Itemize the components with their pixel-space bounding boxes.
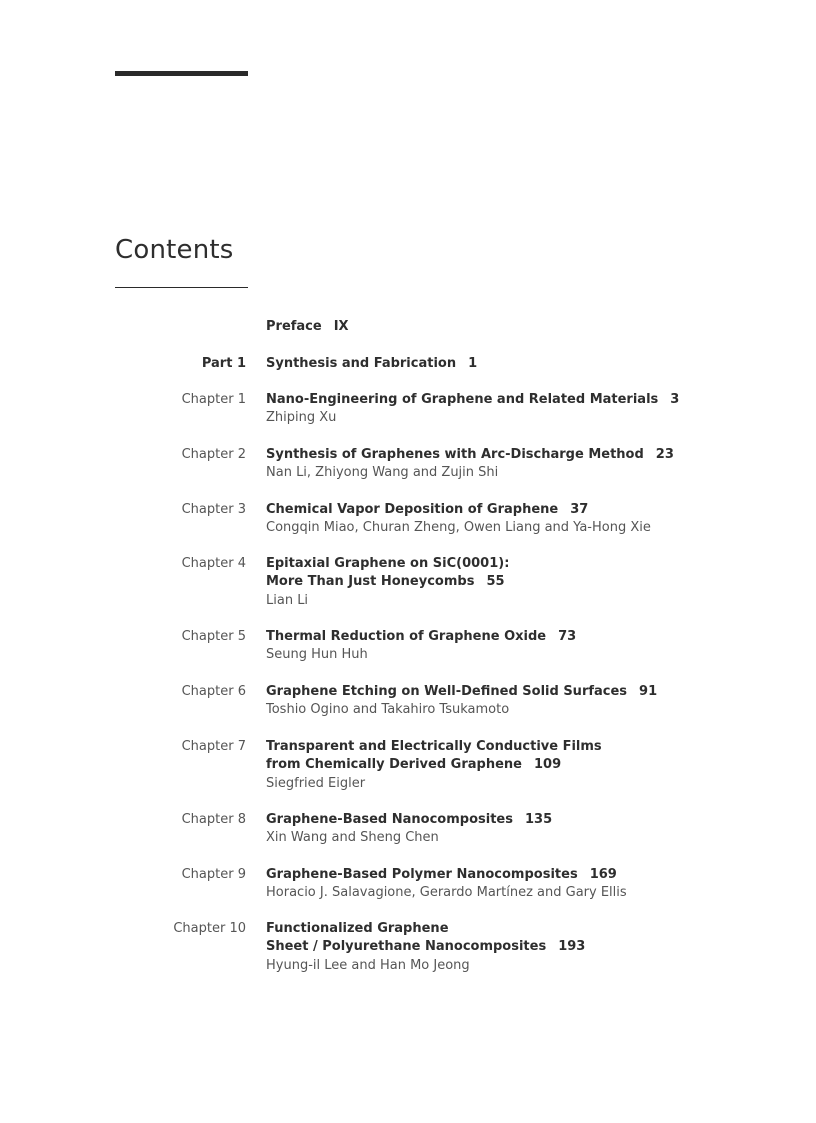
chapter-authors: Toshio Ogino and Takahiro Tsukamoto <box>266 702 510 718</box>
chapter-title: Chemical Vapor Deposition of Graphene <box>266 502 559 517</box>
chapter-page-number: 73 <box>558 629 577 644</box>
chapter-label: Chapter 8 <box>181 812 246 827</box>
chapter-label: Chapter 1 <box>181 392 246 407</box>
chapter-label: Chapter 3 <box>181 502 246 517</box>
chapter-page-number: 109 <box>533 757 562 773</box>
chapter-title-line <box>266 446 766 464</box>
toc-entry-body <box>266 738 766 793</box>
chapter-title: Thermal Reduction of Graphene Oxide <box>266 629 547 644</box>
chapter-title: Functionalized Graphene <box>266 921 449 936</box>
chapter-title-line <box>266 811 766 829</box>
entry-page-number: 1 <box>468 356 478 371</box>
chapter-title: Epitaxial Graphene on SiC(0001): <box>266 556 510 571</box>
chapter-page-number: 55 <box>486 574 505 590</box>
chapter-authors: Congqin Miao, Churan Zheng, Owen Liang and Ya-Hong Xie <box>266 520 651 536</box>
chapter-title-line <box>266 920 766 938</box>
chapter-title: Nano-Engineering of Graphene and Related Materials <box>266 392 659 407</box>
entry-title: Synthesis and Fabrication <box>266 356 457 371</box>
chapter-title-line <box>266 938 766 956</box>
toc-entry-body <box>266 501 766 538</box>
chapter-title-line <box>266 501 766 519</box>
chapter-authors: Hyung-il Lee and Han Mo Jeong <box>266 957 470 973</box>
chapter-title: Synthesis of Graphenes with Arc-Discharge Method <box>266 447 644 462</box>
chapter-label: Chapter 5 <box>181 629 246 644</box>
toc-entry-body <box>266 683 766 720</box>
toc-entry-body <box>266 391 766 428</box>
toc-entry-body <box>266 355 766 373</box>
entry-page-number: IX <box>333 319 349 334</box>
toc-entry-body <box>266 628 766 665</box>
chapter-title-line <box>266 555 766 573</box>
chapter-authors: Lian Li <box>266 592 309 608</box>
chapter-title-line <box>266 738 766 756</box>
chapter-title-line <box>266 628 766 646</box>
toc-entry-body <box>266 920 766 975</box>
toc-entry-body <box>266 866 766 903</box>
chapter-title-line <box>266 866 766 884</box>
toc-entry-body <box>266 318 766 336</box>
chapter-authors: Xin Wang and Sheng Chen <box>266 830 439 846</box>
chapter-authors: Horacio J. Salavagione, Gerardo Martínez and Gary Ellis <box>266 885 627 901</box>
chapter-page-number: 37 <box>570 502 589 517</box>
chapter-page-number: 3 <box>670 392 680 407</box>
part-label: Part 1 <box>201 356 246 371</box>
chapter-title-line <box>266 391 766 409</box>
toc-entry-body <box>266 446 766 483</box>
chapter-authors: Seung Hun Huh <box>266 647 368 663</box>
toc-entry-title-line <box>266 318 766 336</box>
chapter-page-number: 169 <box>589 867 617 882</box>
chapter-page-number: 135 <box>525 812 553 827</box>
toc-entry-title-line <box>266 355 766 373</box>
chapter-title: More Than Just Honeycombs <box>266 574 475 590</box>
chapter-title-line <box>266 573 766 591</box>
chapter-authors: Zhiping Xu <box>266 410 337 426</box>
chapter-title: Graphene Etching on Well-Defined Solid Surfaces <box>266 684 628 699</box>
chapter-label: Chapter 6 <box>181 684 246 699</box>
chapter-label: Chapter 4 <box>181 556 246 571</box>
chapter-title: from Chemically Derived Graphene <box>266 757 522 773</box>
chapter-title-line <box>266 756 766 774</box>
chapter-title-line <box>266 683 766 701</box>
chapter-page-number: 193 <box>558 939 586 955</box>
toc-entry-body <box>266 555 766 610</box>
chapter-label: Chapter 9 <box>181 867 246 882</box>
chapter-title: Graphene-Based Polymer Nanocomposites <box>266 867 578 882</box>
chapter-label: Chapter 7 <box>181 739 246 754</box>
chapter-title: Sheet / Polyurethane Nanocomposites <box>266 939 547 955</box>
chapter-page-number: 91 <box>639 684 658 699</box>
chapter-title: Transparent and Electrically Conductive Films <box>266 739 602 754</box>
top-rule <box>115 71 248 76</box>
chapter-label: Chapter 10 <box>173 921 246 936</box>
entry-title: Preface <box>266 319 322 334</box>
toc-entry-body <box>266 811 766 848</box>
chapter-authors: Nan Li, Zhiyong Wang and Zujin Shi <box>266 465 499 481</box>
page-title: Contents <box>115 235 234 265</box>
chapter-label: Chapter 2 <box>181 447 246 462</box>
title-rule <box>115 287 248 288</box>
chapter-authors: Siegfried Eigler <box>266 775 366 791</box>
chapter-title: Graphene-Based Nanocomposites <box>266 812 513 827</box>
chapter-page-number: 23 <box>655 447 674 462</box>
